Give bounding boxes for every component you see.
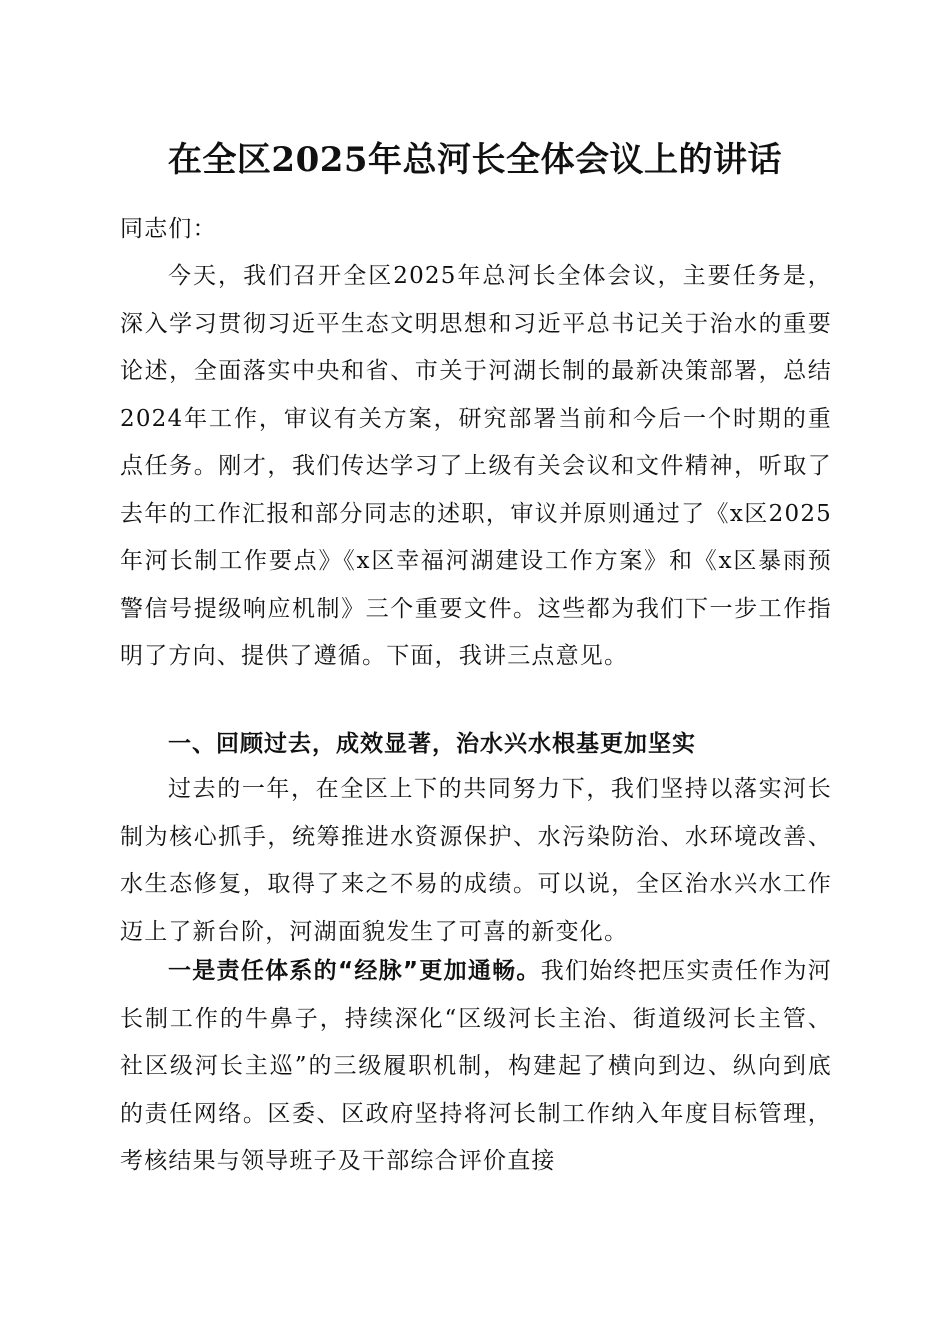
- section-heading-1: 一、回顾过去，成效显著，治水兴水根基更加坚实: [168, 731, 696, 757]
- paragraph-opening: 今天，我们召开全区2025年总河长全体会议，主要任务是，深入学习贯彻习近平生态文明思想和习近平总书记关于治水的重要论述，全面落实中央和省、市关于河湖长制的最新决策部署，总结2024年工作，审议有关方案，研究部署当前和今后一个时期的重点任务。刚才，我们传达学习了上级有关会议和文件精神，听取了去年的工作汇报和部分同志的述职，审议并原则通过了《x区2025年河长制工作要点》《x区幸福河湖建设工作方案》和《x区暴雨预警信号提级响应机制》三个重要文件。这些都为我们下一步工作指明了方向、提供了遵循。下面，我讲三点意见。: [120, 263, 832, 669]
- paragraph-body: 我们始终把压实责任作为河长制工作的牛鼻子，持续深化“区级河长主治、街道级河长主管、社区级河长主巡”的三级履职机制，构建起了横向到边、纵向到底的责任网络。区委、区政府坚持将河长制工作纳入年度目标管理，考核结果与领导班子及干部综合评价直接: [120, 958, 832, 1174]
- document-title: 在全区2025年总河长全体会议上的讲话: [167, 140, 783, 180]
- salutation: 同志们：: [120, 216, 217, 242]
- paragraph-review: 过去的一年，在全区上下的共同努力下，我们坚持以落实河长制为核心抓手，统筹推进水资源保护、水污染防治、水环境改善、水生态修复，取得了来之不易的成绩。可以说，全区治水兴水工作迈上了新台阶，河湖面貌发生了可喜的新变化。: [120, 776, 832, 945]
- paragraph-lead-phrase: 一是责任体系的“经脉”更加通畅。: [168, 958, 541, 984]
- paragraph-responsibility: [120, 948, 832, 1186]
